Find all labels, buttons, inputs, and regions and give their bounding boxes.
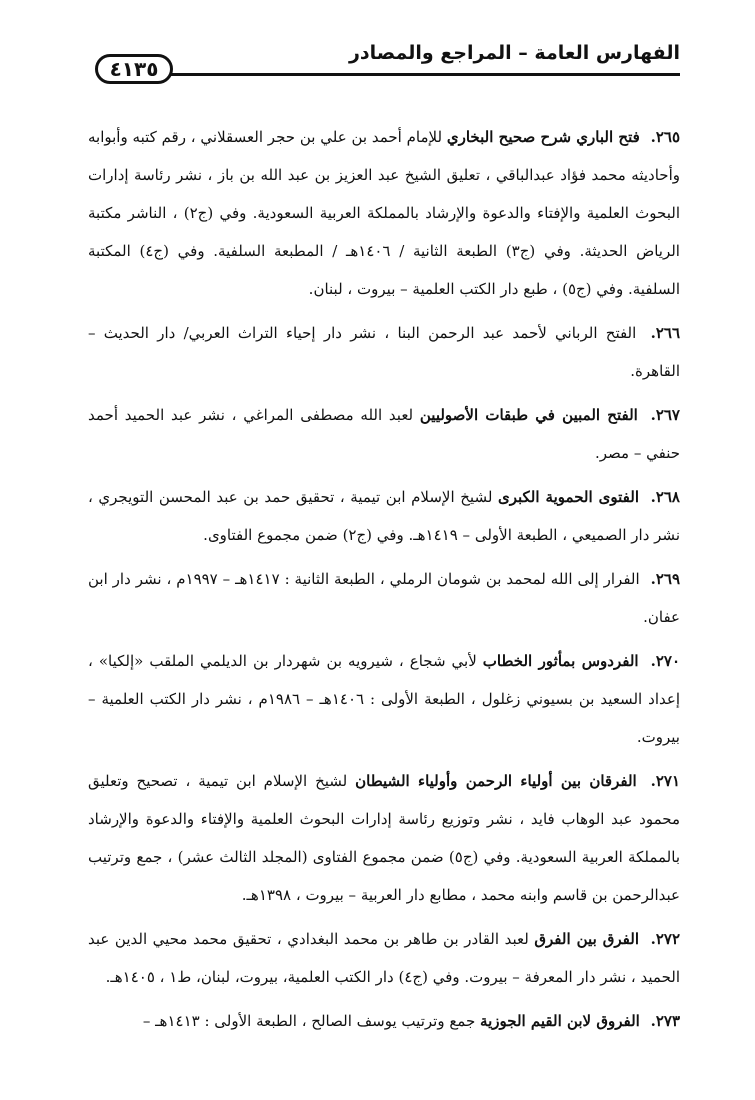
bibliography-entry (88, 642, 680, 756)
page-number-badge: ٤١٣٥ (95, 54, 173, 84)
entry-title: الفرق بين الفرق (534, 930, 640, 948)
entry-number: ٢٧٠. (650, 652, 680, 670)
entry-title: الفتح المبين في طبقات الأصوليين (419, 406, 638, 424)
bibliography-entry (88, 314, 680, 390)
entry-number: ٢٦٩. (650, 570, 680, 588)
entry-text: لشيخ الإسلام ابن تيمية ، تحقيق حمد بن عبد المحسن التويجري ، نشر دار الصميعي ، الطبعة الأولى – ١٤١٩هـ. وفي (ج٢) ضمن مجموع الفتاوى. (88, 488, 680, 544)
bibliography-entry (88, 762, 680, 914)
entry-text: الفتح الرباني لأحمد عبد الرحمن البنا ، نشر دار إحياء التراث العربي/ دار الحديث – القاهرة. (88, 324, 680, 380)
page-header (95, 30, 680, 80)
entry-text: الفرار إلى الله لمحمد بن شومان الرملي ، الطبعة الثانية : ١٤١٧هـ – ١٩٩٧م ، نشر دار ابن عفان. (88, 570, 680, 626)
entry-number: ٢٦٧. (650, 406, 680, 424)
entry-number: ٢٧٢. (650, 930, 680, 948)
entry-number: ٢٦٨. (650, 488, 680, 506)
entry-text: لأبي شجاع ، شيرويه بن شهردار بن الديلمي الملقب «إلكيا» ، إعداد السعيد بن بسيوني زغلول ، الطبعة الأولى : ١٤٠٦هـ – ١٩٨٦م ، نشر دار الكتب العلمية – بيروت. (88, 652, 680, 746)
bibliography-entry (88, 920, 680, 996)
entry-text: جمع وترتيب يوسف الصالح ، الطبعة الأولى : ١٤١٣هـ – (142, 1012, 476, 1030)
bibliography-entry (88, 1002, 680, 1040)
entry-number: ٢٧١. (650, 772, 680, 790)
bibliography-entry (88, 396, 680, 472)
running-head-title: الفهارس العامة – المراجع والمصادر (348, 42, 680, 64)
entry-text: للإمام أحمد بن علي بن حجر العسقلاني ، رقم كتبه وأبوابه وأحاديثه محمد فؤاد عبدالباقي ، تعليق الشيخ عبد العزيز بن عبد الله بن باز ، نشر رئاسة إدارات البحوث العلمية والإفتاء والدعوة والإرشاد بالمملكة العربية السعودية. وفي (ج٢) ، الناشر مكتبة الرياض الحديثة. وفي (ج٣) الطبعة الثانية / ١٤٠٦هـ / المطبعة السلفية. وفي (ج٤) المكتبة السلفية. وفي (ج٥) ، طبع دار الكتب العلمية – بيروت ، لبنان. (88, 128, 680, 298)
bibliography-entry (88, 478, 680, 554)
entry-title: الفرقان بين أولياء الرحمن وأولياء الشيطان (355, 772, 637, 790)
bibliography-entry (88, 118, 680, 308)
entry-number: ٢٦٥. (650, 128, 680, 146)
entry-title: الفردوس بمأثور الخطاب (482, 652, 639, 670)
bibliography-entry (88, 560, 680, 636)
entry-title: الفروق لابن القيم الجوزية (480, 1012, 640, 1030)
entry-number: ٢٦٦. (650, 324, 680, 342)
entry-title: فتح الباري شرح صحيح البخاري (446, 128, 640, 146)
entry-title: الفتوى الحموية الكبرى (497, 488, 639, 506)
entry-number: ٢٧٣. (650, 1012, 680, 1030)
entry-text: لشيخ الإسلام ابن تيمية ، تصحيح وتعليق محمود عبد الوهاب فايد ، نشر وتوزيع رئاسة إدارات البحوث العلمية والإفتاء والدعوة والإرشاد بالمملكة العربية السعودية. وفي (ج٥) ضمن مجموع الفتاوى (المجلد الثالث عشر) ، جمع وترتيب عبدالرحمن بن قاسم وابنه محمد ، مطابع دار العربية – بيروت ، ١٣٩٨هـ. (88, 772, 680, 904)
entry-text: لعبد الله مصطفى المراغي ، نشر عبد الحميد أحمد حنفي – مصر. (88, 406, 680, 462)
entry-text: لعبد القادر بن طاهر بن محمد البغدادي ، تحقيق محمد محيي الدين عبد الحميد ، نشر دار المعرفة – بيروت. وفي (ج٤) دار الكتب العلمية، بيروت، لبنان، ط١ ، ١٤٠٥هـ. (88, 930, 680, 986)
bibliography-list (88, 118, 680, 1046)
header-rule (135, 73, 680, 76)
